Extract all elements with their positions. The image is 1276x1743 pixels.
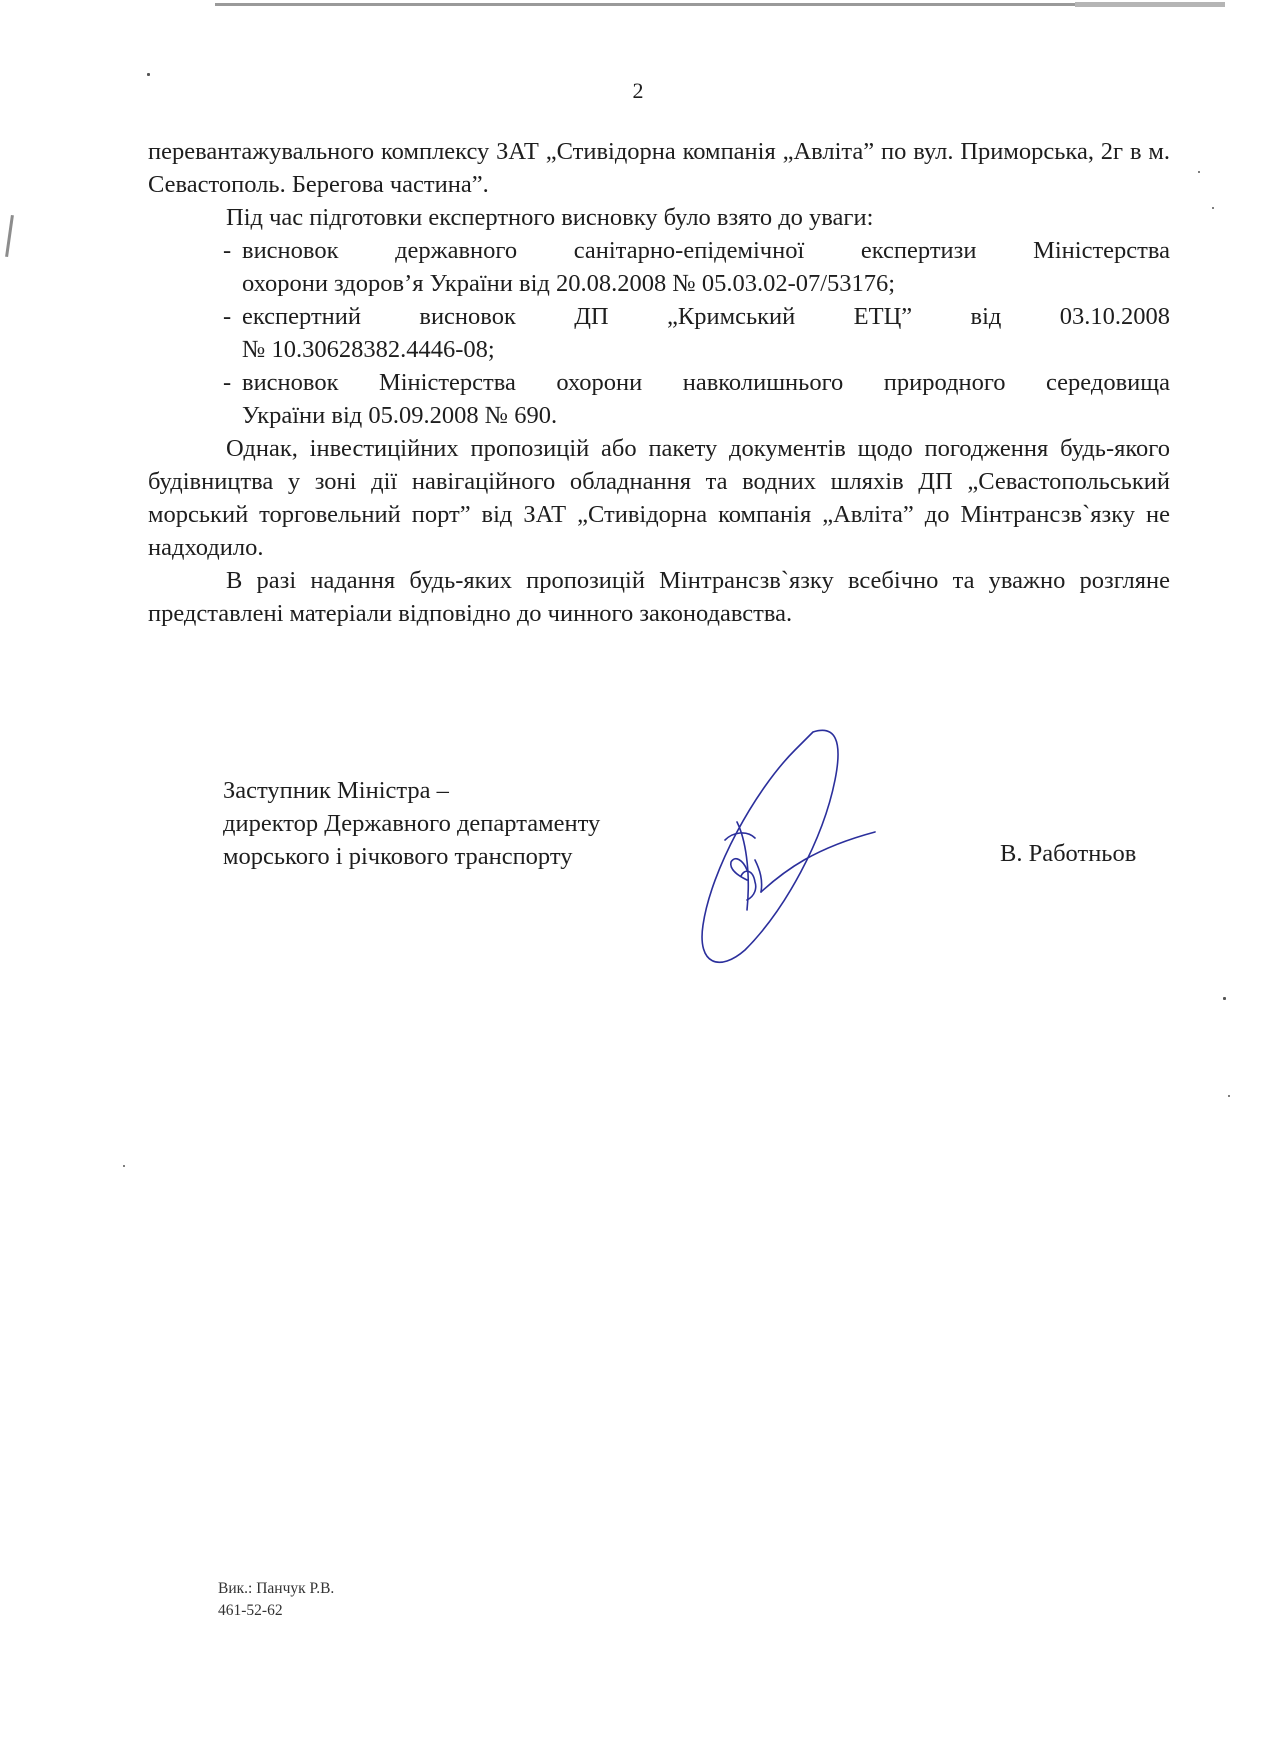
list-dash: - <box>223 303 232 330</box>
scan-speck <box>147 73 150 76</box>
list-item-line: висновок Міністерства охорони навколишнього природного середовища <box>242 369 1170 396</box>
scan-mark-artifact <box>5 215 14 257</box>
list-item-line: України від 05.09.2008 № 690. <box>242 402 558 429</box>
paragraph-considered-intro: Під час підготовки експертного висновку було взято до уваги: <box>226 204 874 231</box>
page-number: 2 <box>632 78 644 103</box>
list-item-line: охорони здоров’я України від 20.08.2008 № 05.03.02-07/53176; <box>242 270 896 297</box>
list-dash: - <box>223 237 232 264</box>
scan-edge-artifact <box>215 3 1095 6</box>
signatory-title-line: директор Державного департаменту <box>223 810 601 837</box>
scan-speck <box>123 1165 125 1167</box>
handwritten-signature <box>685 720 905 980</box>
scan-edge-artifact <box>1075 2 1225 7</box>
list-item-line: висновок державного санітарно-епідемічної експертизи Міністерства <box>242 237 1170 264</box>
executor-name: Вик.: Панчук Р.В. <box>218 1580 335 1597</box>
list-item-sanitary-conclusion <box>223 234 1170 300</box>
signatory-title-line: Заступник Міністра – <box>223 777 449 804</box>
signatory-title-line: морського і річкового транспорту <box>223 843 573 870</box>
letter-body <box>148 135 1170 630</box>
paragraph-consideration: В разі надання будь-яких пропозицій Мінтрансзв`язку всебічно та уважно розгляне представлені матеріали відповідно до чинного законодавства. <box>148 567 1170 627</box>
paragraph-continuation: перевантажувального комплексу ЗАТ „Стивідорна компанія „Авліта” по вул. Приморська, 2г в м. Севастополь. Берегова частина”. <box>148 138 1170 198</box>
list-item-environment-conclusion <box>223 366 1170 432</box>
list-item-line: № 10.30628382.4446-08; <box>242 336 495 363</box>
paragraph-no-proposals: Однак, інвестиційних пропозицій або пакету документів щодо погодження будь-якого будівництва у зоні дії навігаційного обладнання та водних шляхів ДП „Севастопольський морський торговельний порт” від ЗАТ „Стивідорна компанія „Авліта” до Мінтрансзв`язку не надходило. <box>148 435 1170 561</box>
signatory-title <box>223 774 600 873</box>
scan-speck <box>1198 171 1200 173</box>
list-item-etc-conclusion <box>223 300 1170 366</box>
scan-speck <box>1228 1095 1230 1097</box>
list-item-line: експертний висновок ДП „Кримський ЕТЦ” від 03.10.2008 <box>242 303 1170 330</box>
scan-speck <box>1212 207 1214 209</box>
scan-speck <box>1223 997 1226 1000</box>
executor-phone: 461-52-62 <box>218 1602 283 1619</box>
executor-info <box>218 1578 334 1622</box>
list-dash: - <box>223 369 232 396</box>
signer-name: В. Работньов <box>1000 840 1137 867</box>
